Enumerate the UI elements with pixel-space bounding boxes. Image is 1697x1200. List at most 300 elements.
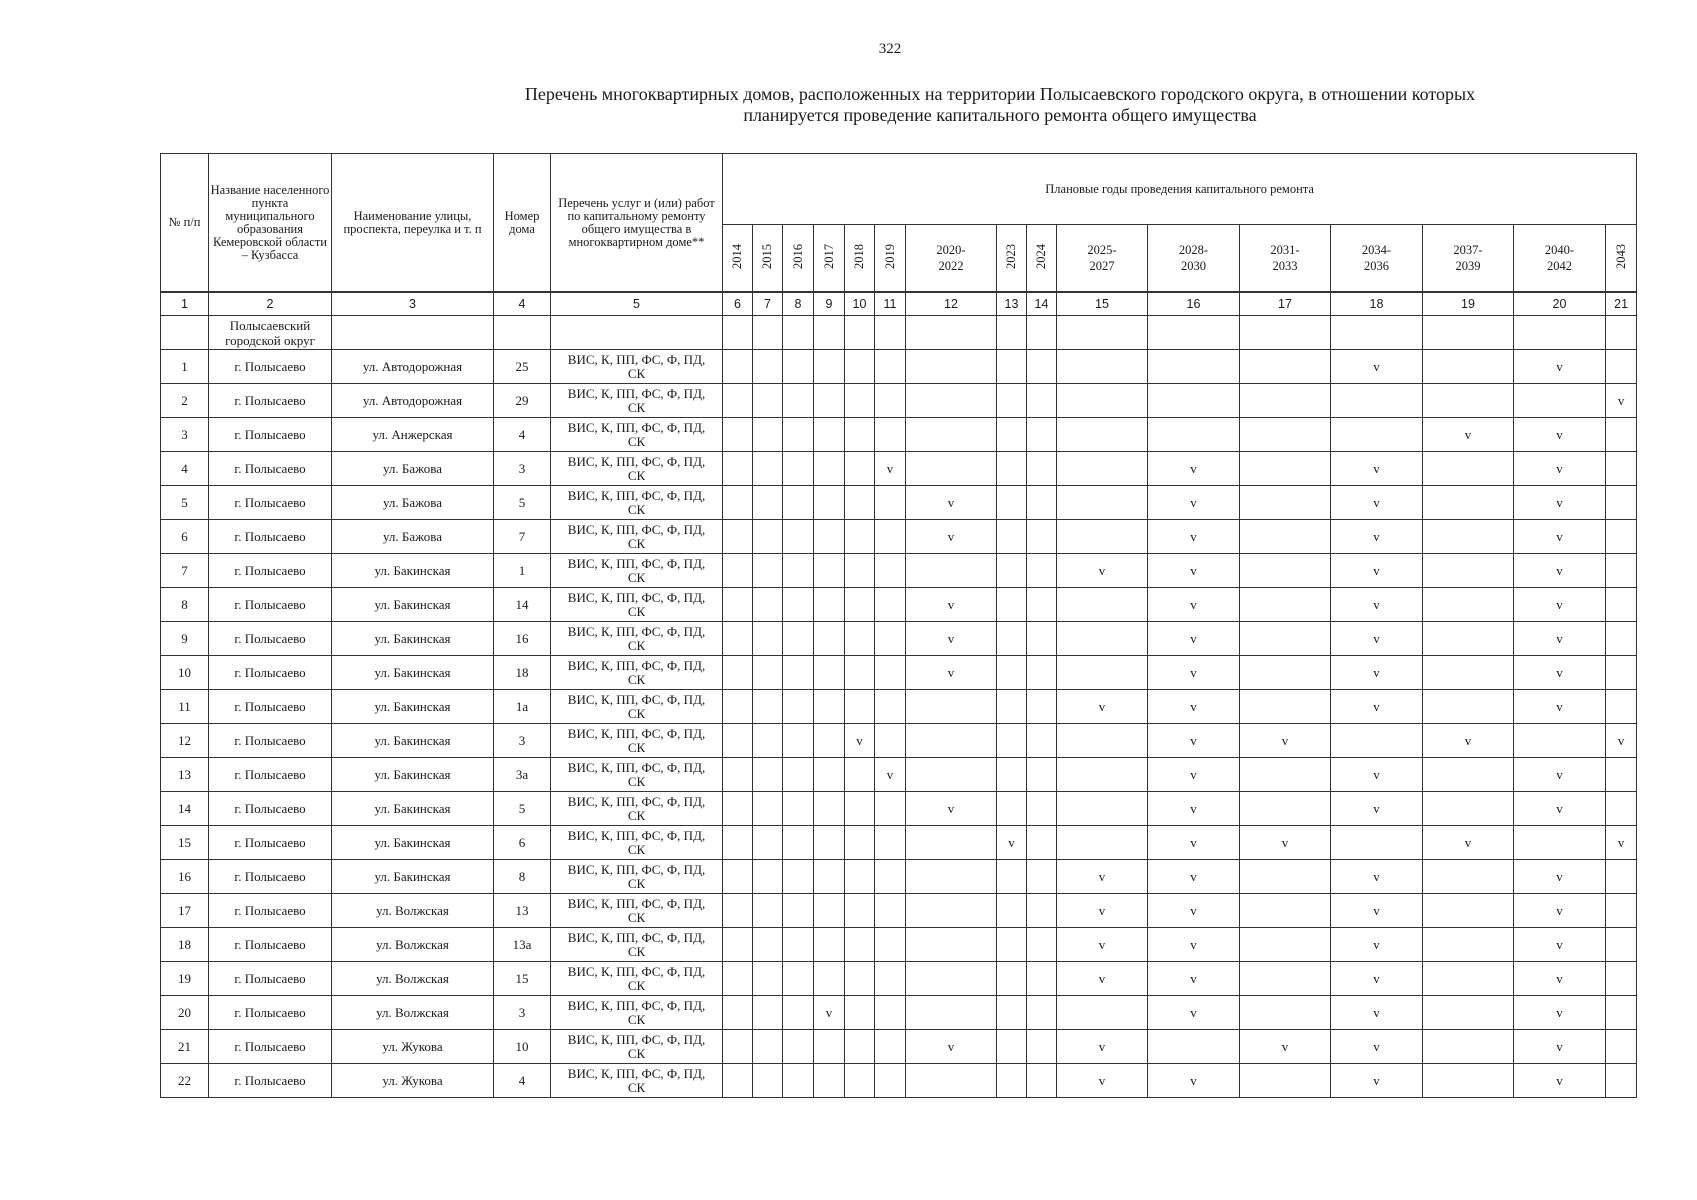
year-cell bbox=[1027, 962, 1057, 996]
year-cell bbox=[1148, 622, 1240, 656]
year-cell bbox=[723, 350, 753, 384]
planned-mark: v bbox=[1556, 698, 1563, 714]
year-label: 2019 bbox=[882, 243, 897, 269]
table-row bbox=[161, 860, 1637, 894]
year-cell bbox=[997, 350, 1027, 384]
year-cell bbox=[1057, 962, 1148, 996]
year-cell bbox=[783, 622, 814, 656]
table-row bbox=[161, 826, 1637, 860]
year-cell bbox=[723, 758, 753, 792]
year-cell bbox=[875, 724, 906, 758]
services-cell: ВИС, К, ПП, ФС, Ф, ПД, СК bbox=[551, 826, 723, 860]
planned-mark: v bbox=[1373, 494, 1380, 510]
services-cell: ВИС, К, ПП, ФС, Ф, ПД, СК bbox=[551, 622, 723, 656]
street-cell: ул. Бакинская bbox=[332, 588, 494, 622]
year-header bbox=[1331, 225, 1423, 293]
year-cell bbox=[875, 418, 906, 452]
year-cell bbox=[814, 350, 845, 384]
year-cell bbox=[783, 452, 814, 486]
year-cell bbox=[875, 384, 906, 418]
settlement-cell: г. Полысаево bbox=[209, 1064, 332, 1098]
planned-mark: v bbox=[1190, 1072, 1197, 1088]
planned-mark: v bbox=[1373, 1072, 1380, 1088]
row-number-cell: 16 bbox=[161, 860, 209, 894]
year-cell bbox=[783, 520, 814, 554]
house-number-cell: 4 bbox=[494, 1064, 551, 1098]
planned-mark: v bbox=[1281, 1038, 1289, 1054]
planned-mark: v bbox=[1373, 562, 1380, 578]
planned-mark: v bbox=[1373, 868, 1380, 884]
table-row bbox=[161, 758, 1637, 792]
year-cell bbox=[1027, 928, 1057, 962]
year-cell bbox=[1027, 520, 1057, 554]
planned-mark: v bbox=[1617, 834, 1625, 850]
year-cell bbox=[1057, 826, 1148, 860]
year-cell bbox=[906, 554, 997, 588]
street-cell: ул. Бакинская bbox=[332, 860, 494, 894]
table-row bbox=[161, 588, 1637, 622]
year-cell bbox=[1027, 486, 1057, 520]
year-cell bbox=[906, 1064, 997, 1098]
year-cell bbox=[1606, 520, 1637, 554]
planned-mark: v bbox=[1556, 596, 1563, 612]
house-number-cell: 6 bbox=[494, 826, 551, 860]
settlement-cell: г. Полысаево bbox=[209, 894, 332, 928]
year-cell bbox=[845, 486, 875, 520]
planned-mark: v bbox=[1556, 494, 1563, 510]
planned-mark: v bbox=[1190, 664, 1197, 680]
year-cell bbox=[814, 1064, 845, 1098]
year-cell bbox=[1331, 418, 1423, 452]
settlement-cell: г. Полысаево bbox=[209, 724, 332, 758]
house-number-cell: 10 bbox=[494, 1030, 551, 1064]
year-cell bbox=[1240, 792, 1331, 826]
year-cell bbox=[1057, 554, 1148, 588]
year-cell bbox=[997, 758, 1027, 792]
year-cell bbox=[783, 1064, 814, 1098]
year-cell bbox=[1331, 792, 1423, 826]
year-cell bbox=[1027, 1030, 1057, 1064]
table-row bbox=[161, 1064, 1637, 1098]
year-cell bbox=[997, 928, 1027, 962]
planned-mark: v bbox=[947, 630, 955, 646]
street-cell: ул. Автодорожная bbox=[332, 384, 494, 418]
planned-mark: v bbox=[1098, 562, 1106, 578]
year-cell bbox=[723, 520, 753, 554]
row-number-cell: 19 bbox=[161, 962, 209, 996]
planned-mark: v bbox=[1373, 970, 1380, 986]
year-cell bbox=[814, 588, 845, 622]
year-cell bbox=[783, 962, 814, 996]
year-cell bbox=[1148, 452, 1240, 486]
year-label: 2024 bbox=[1034, 243, 1048, 269]
year-cell bbox=[1331, 758, 1423, 792]
settlement-cell: г. Полысаево bbox=[209, 520, 332, 554]
year-cell bbox=[1240, 350, 1331, 384]
year-cell bbox=[1423, 792, 1514, 826]
settlement-cell: г. Полысаево bbox=[209, 1030, 332, 1064]
year-header bbox=[845, 225, 875, 293]
year-cell bbox=[1331, 690, 1423, 724]
year-header bbox=[1148, 225, 1240, 293]
house-number-cell: 3 bbox=[494, 996, 551, 1030]
year-cell bbox=[1514, 894, 1606, 928]
year-cell bbox=[783, 384, 814, 418]
planned-mark: v bbox=[1556, 528, 1563, 544]
year-cell bbox=[906, 384, 997, 418]
planned-mark: v bbox=[1190, 732, 1197, 748]
year-cell bbox=[1423, 996, 1514, 1030]
year-cell bbox=[875, 588, 906, 622]
year-cell bbox=[845, 656, 875, 690]
year-cell bbox=[723, 1030, 753, 1064]
year-cell bbox=[1057, 1030, 1148, 1064]
year-cell bbox=[1027, 996, 1057, 1030]
year-cell bbox=[1514, 588, 1606, 622]
year-cell bbox=[723, 894, 753, 928]
year-label: 2043 bbox=[1613, 243, 1628, 269]
settlement-cell: г. Полысаево bbox=[209, 452, 332, 486]
column-number: 16 bbox=[1148, 292, 1240, 316]
planned-mark: v bbox=[1190, 494, 1197, 510]
year-cell bbox=[723, 792, 753, 826]
year-cell bbox=[845, 690, 875, 724]
settlement-cell: г. Полысаево bbox=[209, 656, 332, 690]
row-number-cell: 7 bbox=[161, 554, 209, 588]
year-cell bbox=[783, 860, 814, 894]
year-cell bbox=[997, 622, 1027, 656]
year-cell bbox=[753, 486, 783, 520]
year-cell bbox=[753, 962, 783, 996]
row-number-cell: 9 bbox=[161, 622, 209, 656]
year-cell bbox=[1240, 996, 1331, 1030]
house-number-cell: 8 bbox=[494, 860, 551, 894]
year-cell bbox=[845, 1030, 875, 1064]
year-cell bbox=[1148, 962, 1240, 996]
year-cell bbox=[997, 520, 1027, 554]
year-cell bbox=[1057, 792, 1148, 826]
year-cell bbox=[753, 452, 783, 486]
year-cell bbox=[1240, 384, 1331, 418]
year-cell bbox=[845, 1064, 875, 1098]
table-row bbox=[161, 894, 1637, 928]
year-cell bbox=[1423, 656, 1514, 690]
year-cell bbox=[1514, 384, 1606, 418]
year-cell bbox=[1240, 894, 1331, 928]
year-cell bbox=[1240, 860, 1331, 894]
year-cell bbox=[1148, 418, 1240, 452]
planned-mark: v bbox=[856, 732, 863, 748]
year-cell bbox=[1331, 452, 1423, 486]
street-cell: ул. Волжская bbox=[332, 962, 494, 996]
year-cell bbox=[1240, 418, 1331, 452]
house-number-cell: 14 bbox=[494, 588, 551, 622]
year-cell bbox=[875, 622, 906, 656]
street-cell: ул. Волжская bbox=[332, 928, 494, 962]
year-cell bbox=[997, 690, 1027, 724]
year-cell bbox=[906, 792, 997, 826]
year-cell bbox=[845, 792, 875, 826]
year-cell bbox=[1331, 1064, 1423, 1098]
year-cell bbox=[723, 622, 753, 656]
settlement-cell: г. Полысаево bbox=[209, 962, 332, 996]
year-cell bbox=[783, 1030, 814, 1064]
street-cell: ул. Бажова bbox=[332, 452, 494, 486]
row-number-cell: 4 bbox=[161, 452, 209, 486]
year-cell bbox=[1027, 452, 1057, 486]
house-number-cell: 3а bbox=[494, 758, 551, 792]
row-number-cell: 1 bbox=[161, 350, 209, 384]
planned-mark: v bbox=[947, 596, 955, 612]
year-cell bbox=[906, 1030, 997, 1064]
year-cell bbox=[1331, 1030, 1423, 1064]
year-cell bbox=[1057, 588, 1148, 622]
table-row bbox=[161, 418, 1637, 452]
year-cell bbox=[906, 894, 997, 928]
house-number-cell: 7 bbox=[494, 520, 551, 554]
year-cell bbox=[845, 418, 875, 452]
year-cell bbox=[1331, 520, 1423, 554]
year-cell bbox=[1423, 350, 1514, 384]
year-cell bbox=[906, 656, 997, 690]
year-cell bbox=[906, 690, 997, 724]
table-row bbox=[161, 520, 1637, 554]
planned-mark: v bbox=[1008, 834, 1015, 850]
year-cell bbox=[753, 520, 783, 554]
column-number: 17 bbox=[1240, 292, 1331, 316]
year-cell bbox=[875, 962, 906, 996]
year-cell bbox=[906, 350, 997, 384]
planned-mark: v bbox=[1098, 1038, 1106, 1054]
year-cell bbox=[753, 554, 783, 588]
year-label: 2016 bbox=[790, 243, 805, 269]
house-number-cell: 16 bbox=[494, 622, 551, 656]
year-cell bbox=[875, 792, 906, 826]
year-cell bbox=[1057, 622, 1148, 656]
group-row bbox=[161, 316, 1637, 350]
year-cell bbox=[1057, 690, 1148, 724]
year-cell bbox=[1423, 452, 1514, 486]
year-cell bbox=[753, 350, 783, 384]
year-cell bbox=[753, 418, 783, 452]
services-cell: ВИС, К, ПП, ФС, Ф, ПД, СК bbox=[551, 962, 723, 996]
column-number: 14 bbox=[1027, 292, 1057, 316]
row-number-cell: 15 bbox=[161, 826, 209, 860]
street-cell: ул. Бажова bbox=[332, 486, 494, 520]
house-number-cell: 1а bbox=[494, 690, 551, 724]
year-cell bbox=[753, 928, 783, 962]
year-cell bbox=[997, 792, 1027, 826]
header-planned-years: Плановые годы проведения капитального ремонта bbox=[723, 154, 1637, 225]
year-cell bbox=[1514, 520, 1606, 554]
planned-mark: v bbox=[1281, 732, 1289, 748]
year-cell bbox=[1240, 690, 1331, 724]
column-number: 19 bbox=[1423, 292, 1514, 316]
column-number: 2 bbox=[209, 292, 332, 316]
year-header bbox=[1240, 225, 1331, 293]
year-cell bbox=[753, 894, 783, 928]
year-cell bbox=[753, 588, 783, 622]
year-cell bbox=[1027, 350, 1057, 384]
column-number: 11 bbox=[875, 292, 906, 316]
year-cell bbox=[1148, 996, 1240, 1030]
planned-mark: v bbox=[1190, 562, 1197, 578]
year-cell bbox=[906, 962, 997, 996]
column-number: 1 bbox=[161, 292, 209, 316]
year-cell bbox=[906, 928, 997, 962]
year-cell bbox=[723, 418, 753, 452]
year-cell bbox=[906, 826, 997, 860]
services-cell: ВИС, К, ПП, ФС, Ф, ПД, СК bbox=[551, 928, 723, 962]
year-cell bbox=[906, 758, 997, 792]
year-cell bbox=[723, 826, 753, 860]
table-row bbox=[161, 622, 1637, 656]
settlement-cell: г. Полысаево bbox=[209, 690, 332, 724]
street-cell: ул. Бакинская bbox=[332, 690, 494, 724]
planned-mark: v bbox=[1190, 528, 1197, 544]
year-cell bbox=[1057, 656, 1148, 690]
year-cell bbox=[875, 350, 906, 384]
services-cell: ВИС, К, ПП, ФС, Ф, ПД, СК bbox=[551, 588, 723, 622]
year-cell bbox=[1027, 860, 1057, 894]
year-cell bbox=[1606, 962, 1637, 996]
year-cell bbox=[814, 860, 845, 894]
planned-mark: v bbox=[1098, 868, 1106, 884]
header-house-number: Номер дома bbox=[494, 154, 551, 293]
year-cell bbox=[1240, 486, 1331, 520]
services-cell: ВИС, К, ПП, ФС, Ф, ПД, СК bbox=[551, 860, 723, 894]
year-cell bbox=[814, 894, 845, 928]
year-cell bbox=[1027, 418, 1057, 452]
year-cell bbox=[1331, 656, 1423, 690]
year-cell bbox=[1148, 724, 1240, 758]
year-cell bbox=[814, 418, 845, 452]
services-cell: ВИС, К, ПП, ФС, Ф, ПД, СК bbox=[551, 350, 723, 384]
year-cell bbox=[1514, 962, 1606, 996]
street-cell: ул. Бакинская bbox=[332, 724, 494, 758]
planned-mark: v bbox=[1373, 596, 1380, 612]
year-cell bbox=[723, 384, 753, 418]
year-cell bbox=[906, 724, 997, 758]
year-cell bbox=[845, 758, 875, 792]
year-cell bbox=[845, 894, 875, 928]
services-cell: ВИС, К, ПП, ФС, Ф, ПД, СК bbox=[551, 656, 723, 690]
year-cell bbox=[1148, 792, 1240, 826]
year-cell bbox=[845, 928, 875, 962]
year-cell bbox=[723, 724, 753, 758]
planned-mark: v bbox=[1556, 970, 1563, 986]
planned-mark: v bbox=[1373, 1004, 1380, 1020]
year-cell bbox=[723, 588, 753, 622]
settlement-cell: г. Полысаево bbox=[209, 860, 332, 894]
planned-mark: v bbox=[886, 460, 894, 476]
year-cell bbox=[814, 724, 845, 758]
table-row bbox=[161, 1030, 1637, 1064]
services-cell: ВИС, К, ПП, ФС, Ф, ПД, СК bbox=[551, 1030, 723, 1064]
year-cell bbox=[1331, 588, 1423, 622]
document-title bbox=[180, 84, 1697, 126]
planned-mark: v bbox=[825, 1004, 833, 1020]
street-cell: ул. Волжская bbox=[332, 894, 494, 928]
year-cell bbox=[1514, 826, 1606, 860]
year-cell bbox=[723, 690, 753, 724]
year-label: 2015 bbox=[760, 243, 774, 269]
header-settlement: Название населенного пункта муниципального образования Кемеровской области – Кузбасса bbox=[209, 154, 332, 293]
year-cell bbox=[723, 962, 753, 996]
year-cell bbox=[906, 520, 997, 554]
street-cell: ул. Бакинская bbox=[332, 554, 494, 588]
year-range-label: 2025- 2027 bbox=[1087, 243, 1117, 273]
year-cell bbox=[723, 486, 753, 520]
year-cell bbox=[1514, 996, 1606, 1030]
year-cell bbox=[723, 554, 753, 588]
planned-mark: v bbox=[1373, 528, 1380, 544]
year-cell bbox=[1514, 622, 1606, 656]
year-cell bbox=[1606, 656, 1637, 690]
year-cell bbox=[875, 452, 906, 486]
planned-mark: v bbox=[1190, 936, 1197, 952]
year-cell bbox=[1423, 622, 1514, 656]
year-cell bbox=[1057, 350, 1148, 384]
planned-mark: v bbox=[1556, 766, 1563, 782]
settlement-cell: г. Полысаево bbox=[209, 588, 332, 622]
year-cell bbox=[1057, 996, 1148, 1030]
table-row bbox=[161, 554, 1637, 588]
year-cell bbox=[1606, 724, 1637, 758]
year-cell bbox=[906, 418, 997, 452]
planned-mark: v bbox=[1373, 800, 1380, 816]
column-number: 5 bbox=[551, 292, 723, 316]
year-cell bbox=[845, 350, 875, 384]
year-cell bbox=[1027, 622, 1057, 656]
year-cell bbox=[1240, 622, 1331, 656]
year-cell bbox=[783, 996, 814, 1030]
year-cell bbox=[1514, 792, 1606, 826]
settlement-cell: г. Полысаево bbox=[209, 928, 332, 962]
year-cell bbox=[997, 860, 1027, 894]
planned-mark: v bbox=[1190, 460, 1197, 476]
house-number-cell: 13 bbox=[494, 894, 551, 928]
year-cell bbox=[1240, 724, 1331, 758]
planned-mark: v bbox=[1556, 358, 1563, 374]
year-cell bbox=[845, 996, 875, 1030]
planned-mark: v bbox=[1190, 766, 1197, 782]
planned-mark: v bbox=[1556, 460, 1563, 476]
year-cell bbox=[1423, 826, 1514, 860]
row-number-cell: 11 bbox=[161, 690, 209, 724]
year-cell bbox=[1240, 1064, 1331, 1098]
year-cell bbox=[875, 826, 906, 860]
year-cell bbox=[1514, 418, 1606, 452]
year-cell bbox=[1057, 384, 1148, 418]
year-cell bbox=[814, 486, 845, 520]
table-row bbox=[161, 996, 1637, 1030]
settlement-cell: г. Полысаево bbox=[209, 350, 332, 384]
planned-mark: v bbox=[1556, 800, 1563, 816]
year-cell bbox=[1331, 928, 1423, 962]
house-number-cell: 18 bbox=[494, 656, 551, 690]
services-cell: ВИС, К, ПП, ФС, Ф, ПД, СК bbox=[551, 418, 723, 452]
year-header bbox=[783, 225, 814, 293]
settlement-cell: г. Полысаево bbox=[209, 622, 332, 656]
column-number: 10 bbox=[845, 292, 875, 316]
street-cell: ул. Жукова bbox=[332, 1064, 494, 1098]
year-cell bbox=[814, 758, 845, 792]
year-cell bbox=[997, 996, 1027, 1030]
year-cell bbox=[814, 792, 845, 826]
year-cell bbox=[783, 928, 814, 962]
planned-mark: v bbox=[947, 528, 955, 544]
